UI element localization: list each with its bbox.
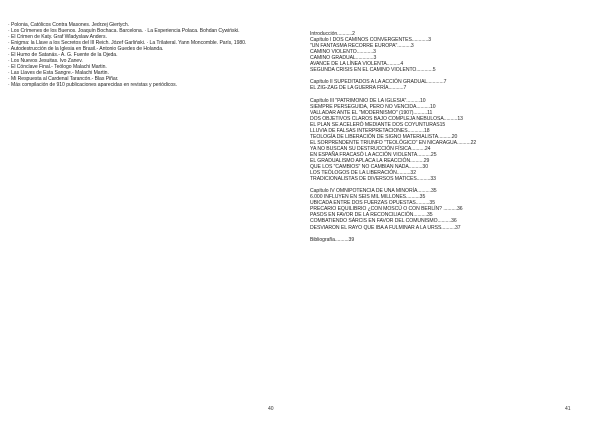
bibliography-entry: · Enigma: la Llave a los Secretos del III Reich. Józef Garliński. · La Trilateral. Yann Moncomble. París, 1980. <box>8 40 247 47</box>
toc-entry: DESVIARON EL RAYO QUE IBA A FULMINAR A LA URSS..........37 <box>310 224 461 231</box>
toc-entry: Capítulo I DOS CAMINOS CONVERGENTES............3 <box>310 37 432 44</box>
bibliography-entry: · Más compilación de 910 publicaciones aparecidas en revistas y periódicos. <box>8 82 177 89</box>
toc-entry: LLUVIA DE FALSAS INTERPRETACIONES............18 <box>310 127 430 134</box>
toc-entry: "UN FANTASMA RECORRE EUROPA"..........3 <box>310 43 414 50</box>
toc-entry: YA NO BUSCAN SU DESTRUCCIÓN FÍSICA..........24 <box>310 145 431 152</box>
bibliography-entry: · Autodestrucción de la Iglesia en Brasil.- Antonio Guedes de Holanda. <box>8 46 164 53</box>
bibliography-entry: · Las Llaves de Esta Sangre.- Malachi Martin. <box>8 70 109 77</box>
toc-entry: EL ZIG-ZAG DE LA GUERRA FRÍA...........7 <box>310 85 407 92</box>
page-number-left: 40 <box>268 406 274 412</box>
toc-entry: Bibliografía..........39 <box>310 236 355 243</box>
toc-entry: SEGUNDA CRISIS EN EL CAMINO VIOLENTO............5 <box>310 67 436 74</box>
toc-entry: EL GRADUALISMO APLACA LA REACCIÓN..........29 <box>310 157 430 164</box>
toc-entry: 6.000 INFLUYEN EN SEIS MIL MILLONES..........35 <box>310 194 426 201</box>
bibliography-entry: · Mi Respuesta al Cardenal Tarancón.- Blas Piñar. <box>8 76 119 83</box>
toc-entry: VALLADAR ANTE EL "MODERNISMO" (1907)..........11 <box>310 109 433 116</box>
bibliography-list <box>8 22 246 89</box>
page-number-right: 41 <box>565 406 571 412</box>
right-page <box>300 0 600 424</box>
toc-entry: PASOS EN FAVOR DE LA RECONCILIACIÓN..........35 <box>310 212 433 219</box>
toc-entry: TRADICIONALISTAS DE DIVERSOS MATICES..........33 <box>310 176 436 183</box>
toc-entry: Introducción...........2 <box>310 31 355 37</box>
bibliography-entry: · El Crimen de Katy. Graf Wladyslaw Anders. <box>8 34 107 41</box>
toc-entry: EL SORPRENDENTE TRIUNFO "TEOLÓGICO" EN NICARAGUA..........22 <box>310 139 477 146</box>
bibliography-entry: · Polonia, Católicos Contra Masones. Jedrzej Giertych. <box>8 22 130 28</box>
toc-entry: DOS OBJETIVOS CLAROS BAJO COMPLEJA NEBULOSA..........13 <box>310 115 463 122</box>
toc-entry: UBICADA ENTRE DOS FUERZAS OPUESTAS..........35 <box>310 200 435 207</box>
toc-entry: SIEMPRE PERSEGUIDA, PERO NO VENCIDA..........10 <box>310 103 436 110</box>
toc-entry: EL PLAN SE ACELERÓ MEDIANTE DOS COYUNTURAS15 <box>310 121 446 128</box>
toc-entry: CAMINO VIOLENTO............3 <box>310 49 376 56</box>
bibliography-entry: · Los Nuevos Jesuitas. Ivo Zanev. <box>8 58 83 65</box>
table-of-contents <box>310 31 476 243</box>
toc-entry: PRECARIO EQUILIBRIO ¿CON MOSCÚ O CON BERLÍN? ..........36 <box>310 206 463 213</box>
toc-entry: QUE LOS "CAMBIOS" NO CAMBIAN NADA..........30 <box>310 164 428 171</box>
toc-chapter-heading: Capítulo II SUPEDITADOS A LA ACCIÓN GRADUAL............7 <box>310 79 447 86</box>
toc-chapter-heading: Capítulo III "PATRIMONIO DE LA IGLESIA"..........10 <box>310 97 426 104</box>
toc-entry: TEOLOGÍA DE LIBERACIÓN DE SIGNO MATERIALISTA..........20 <box>310 133 458 140</box>
toc-entry: EN ESPAÑA FRACASÓ LA ACCIÓN VIOLENTA..........25 <box>310 151 437 158</box>
bibliography-entry: · Los Crímenes de los Buenos. Joaquín Bochaca. Barcelona. · La Experiencia Polaca. Bohdan Cywiński. <box>8 28 240 35</box>
bibliography-entry: · El Cónclave Final.- Teólogo Malachi Martin. <box>8 64 107 71</box>
toc-entry: COMBATIENDO SÁRCIS EN FAVOR DEL COMUNISMO..........36 <box>310 218 457 225</box>
toc-chapter-heading: Capítulo IV OMNIPOTENCIA DE UNA MINORÍA..........35 <box>310 188 437 195</box>
toc-entry: AVANCE DE LA LÍNEA VIOLENTA..........4 <box>310 61 404 68</box>
toc-entry: CAMINO GRADUAL.............3 <box>310 55 377 62</box>
toc-entry: LOS TEÓLOGOS DE LA LIBERACIÓN..........32 <box>310 170 416 177</box>
bibliography-entry: · El Humo de Satanás.- A. G. Fuente de la Ojeda. <box>8 52 118 59</box>
